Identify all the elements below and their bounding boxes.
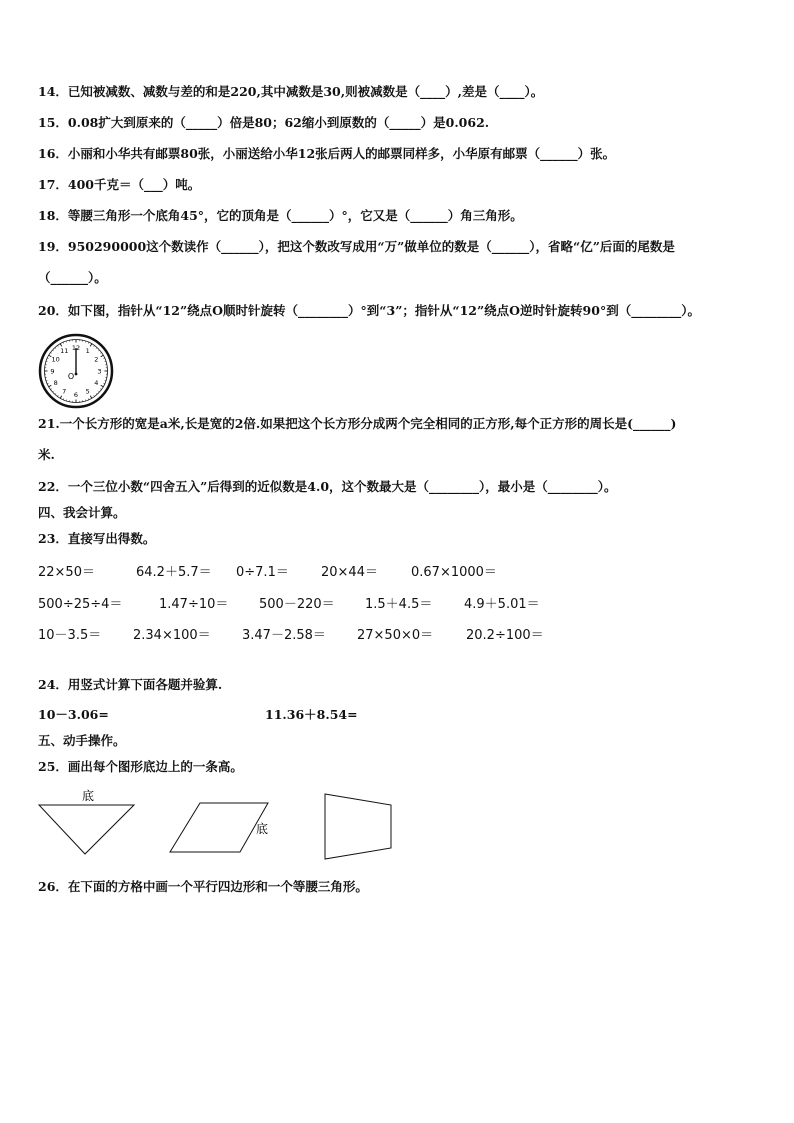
clock-number: 1 <box>85 346 90 355</box>
calc-item: 20×44＝ <box>321 565 378 580</box>
clock-tick <box>96 393 97 394</box>
question-15: 15．0.08扩大到原来的（_____）倍是80；62缩小到原数的（_____）是0.062. <box>38 115 490 130</box>
section-4-heading: 四、我会计算。 <box>38 505 126 520</box>
clock-number: 7 <box>62 387 67 396</box>
clock-number: 8 <box>53 379 58 388</box>
question-24: 24．用竖式计算下面各题并验算. <box>38 677 223 692</box>
calc-item: 3.47－2.58＝ <box>242 628 326 643</box>
question-19-line2: （______）。 <box>38 270 107 285</box>
clock-tick <box>55 348 56 349</box>
clock-tick <box>100 389 101 390</box>
triangle-base-label: 底 <box>81 789 95 803</box>
trapezoid <box>323 792 395 862</box>
calc-item: 500÷25÷4＝ <box>38 597 123 612</box>
clock-tick <box>96 348 97 349</box>
question-19-line1: 19．950290000这个数读作（______），把这个数改写成用“万”做单位的数是（______），省略“亿”后面的尾数是 <box>38 239 675 254</box>
clock-tick <box>90 344 92 347</box>
clock-tick <box>57 346 58 347</box>
calc-item: 20.2÷100＝ <box>466 628 544 643</box>
clock-number: 11 <box>60 346 69 355</box>
clock-tick <box>49 385 52 387</box>
clock-tick <box>98 350 99 351</box>
question-26: 26．在下面的方格中画一个平行四边形和一个等腰三角形。 <box>38 879 368 894</box>
clock-tick <box>53 350 54 351</box>
question-16: 16．小丽和小华共有邮票80张，小丽送给小华12张后两人的邮票同样多，小华原有邮票（______）张。 <box>38 146 616 161</box>
calc-item: 1.5＋4.5＝ <box>365 597 433 612</box>
clock-tick <box>100 352 101 353</box>
clock-tick <box>101 385 104 387</box>
calc-row-1 <box>38 561 497 580</box>
section-5-heading: 五、动手操作。 <box>38 733 126 748</box>
question-25: 25．画出每个图形底边上的一条高。 <box>38 759 243 774</box>
clock-tick <box>53 391 54 392</box>
calc-item: 27×50×0＝ <box>357 628 434 643</box>
clock-diagram <box>38 333 114 409</box>
clock-center-label: O <box>67 372 75 381</box>
clock-number: 10 <box>51 355 60 364</box>
clock-number: 2 <box>94 355 99 364</box>
clock-number: 3 <box>97 367 102 376</box>
clock-number: 6 <box>73 390 79 399</box>
calc-item: 10－3.5＝ <box>38 628 102 643</box>
clock-tick <box>101 355 104 357</box>
calc-item: 4.9＋5.01＝ <box>464 597 540 612</box>
question-21-line1: 21.一个长方形的宽是a米,长是宽的2倍.如果把这个长方形分成两个完全相同的正方形,每个正方形的周长是(______) <box>38 416 677 431</box>
clock-tick <box>98 391 99 392</box>
calc-row-3 <box>38 624 544 643</box>
question-23: 23．直接写出得数。 <box>38 531 156 546</box>
question-18: 18．等腰三角形一个底角45°，它的顶角是（______）°，它又是（______）角三角形。 <box>38 208 523 223</box>
calc-item: 22×50＝ <box>38 565 95 580</box>
parallelogram-base-label: 底 <box>255 822 269 836</box>
calc-item: 1.47÷10＝ <box>159 597 229 612</box>
calc-item: 0÷7.1＝ <box>236 565 289 580</box>
calc-item: 2.34×100＝ <box>133 628 211 643</box>
question-22: 22．一个三位小数“四舍五入”后得到的近似数是4.0，这个数最大是（________），最小是（________）。 <box>38 479 617 494</box>
clock-tick <box>51 389 52 390</box>
clock-tick <box>57 395 58 396</box>
question-20: 20．如下图，指针从“12”绕点O顺时针旋转（________）°到“3”；指针从“12”绕点O逆时针旋转90°到（________）。 <box>38 303 700 318</box>
vertical-calc-2: 11.36＋8.54= <box>265 707 358 722</box>
clock-tick <box>94 395 95 396</box>
inverted-triangle <box>38 785 136 857</box>
clock-number: 5 <box>85 387 90 396</box>
clock-tick <box>60 344 62 347</box>
vertical-calc-1: 10－3.06= <box>38 707 109 722</box>
clock-tick <box>51 352 52 353</box>
clock-tick <box>94 346 95 347</box>
question-17: 17．400千克＝（___）吨。 <box>38 177 201 192</box>
clock-tick <box>90 396 92 399</box>
parallelogram <box>168 800 273 856</box>
calc-item: 64.2＋5.7＝ <box>136 565 212 580</box>
calc-item: 500－220＝ <box>259 597 335 612</box>
calc-row-2 <box>38 593 540 612</box>
clock-tick <box>60 396 62 399</box>
clock-number: 4 <box>94 379 99 388</box>
clock-tick <box>55 393 56 394</box>
clock-number: 9 <box>50 367 55 376</box>
question-21-line2: 米. <box>38 447 55 462</box>
question-14: 14．已知被减数、减数与差的和是220,其中减数是30,则被减数是（____）,差是（____）。 <box>38 84 544 99</box>
calc-item: 0.67×1000＝ <box>411 565 497 580</box>
clock-number: 12 <box>71 343 81 352</box>
